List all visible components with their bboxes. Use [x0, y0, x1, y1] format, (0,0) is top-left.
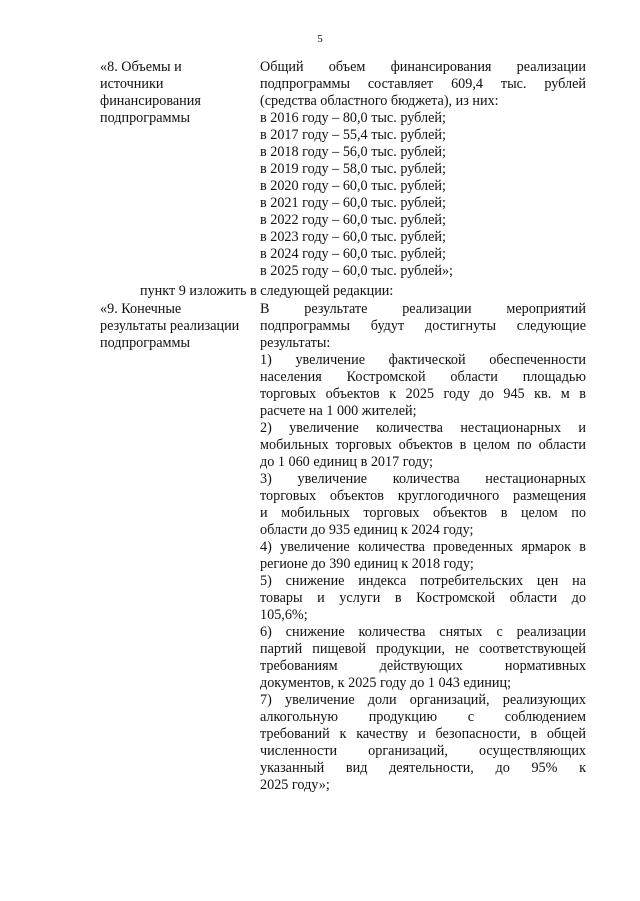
result-item-line: 5) снижение индекса потребительских цен на — [260, 573, 586, 589]
funding-year-line: в 2025 году – 60,0 тыс. рублей»; — [260, 263, 453, 279]
section-9-content — [260, 301, 586, 794]
funding-year-line: в 2022 году – 60,0 тыс. рублей; — [260, 212, 446, 228]
page-number: 5 — [317, 33, 323, 45]
result-item-line: 2) увеличение количества нестационарных и — [260, 420, 586, 436]
result-item-line: торговых объектов круглогодичного размещения — [260, 488, 586, 504]
section-8-text-line: подпрограммы составляет 609,4 тыс. рублей — [260, 76, 586, 92]
section-8-label-line: финансирования — [100, 93, 201, 109]
result-item-line: численности организаций, осуществляющих — [260, 743, 586, 759]
result-item-line: регионе до 390 единиц к 2018 году; — [260, 556, 474, 572]
funding-year-line: в 2024 году – 60,0 тыс. рублей; — [260, 246, 446, 262]
result-item-line: торговых объектов к 2025 году до 945 кв. м в — [260, 386, 586, 402]
result-item-line: и мобильных торговых объектов в целом по — [260, 505, 586, 521]
section-9-text-line: В результате реализации мероприятий — [260, 301, 586, 317]
result-item-line: до 1 060 единиц в 2017 году; — [260, 454, 433, 470]
section-9-label — [100, 301, 260, 794]
result-item-line: 4) увеличение количества проведенных ярмарок в — [260, 539, 586, 555]
section-9-label-line: «9. Конечные — [100, 301, 182, 317]
result-item-line: 3) увеличение количества нестационарных — [260, 471, 586, 487]
section-8-text-line: (средства областного бюджета), из них: — [260, 93, 499, 109]
result-item-line: области до 935 единиц к 2024 году; — [260, 522, 474, 538]
funding-year-line: в 2023 году – 60,0 тыс. рублей; — [260, 229, 446, 245]
funding-year-line: в 2020 году – 60,0 тыс. рублей; — [260, 178, 446, 194]
section-9-text-line: результаты: — [260, 335, 331, 351]
result-item-line: 6) снижение количества снятых с реализации — [260, 624, 586, 640]
result-item-line: партий пищевой продукции, не соответствующей — [260, 641, 586, 657]
funding-year-line: в 2021 году – 60,0 тыс. рублей; — [260, 195, 446, 211]
section-9-label-line: подпрограммы — [100, 335, 190, 351]
result-item-line: алкогольную продукцию с соблюдением — [260, 709, 586, 725]
section-8-label-line: «8. Объемы и — [100, 59, 182, 75]
section-9-label-line: результаты реализации — [100, 318, 240, 334]
result-item-line: требований к качеству и безопасности, в общей — [260, 726, 586, 742]
instruction-line: пункт 9 изложить в следующей редакции: — [140, 283, 394, 299]
section-8-label-line: источники — [100, 76, 164, 92]
section-8-financing — [100, 59, 590, 280]
funding-year-line: в 2016 году – 80,0 тыс. рублей; — [260, 110, 446, 126]
result-item-line: мобильных торговых объектов в целом по области — [260, 437, 586, 453]
funding-year-line: в 2019 году – 58,0 тыс. рублей; — [260, 161, 446, 177]
result-item-line: документов, к 2025 году до 1 043 единиц; — [260, 675, 512, 691]
result-item-line: товары и услуги в Костромской области до — [260, 590, 586, 606]
result-item-line: указанный вид деятельности, до 95% к — [260, 760, 586, 776]
section-8-content — [260, 59, 586, 280]
funding-year-line: в 2018 году – 56,0 тыс. рублей; — [260, 144, 446, 160]
result-item-line: требованиям действующих нормативных — [260, 658, 586, 674]
section-9-text-line: подпрограммы будут достигнуты следующие — [260, 318, 586, 334]
section-8-text-line: Общий объем финансирования реализации — [260, 59, 586, 75]
result-item-line: расчете на 1 000 жителей; — [260, 403, 417, 419]
funding-year-line: в 2017 году – 55,4 тыс. рублей; — [260, 127, 446, 143]
result-item-line: 2025 году»; — [260, 777, 330, 793]
section-8-label — [100, 59, 260, 280]
section-8-label-line: подпрограммы — [100, 110, 190, 126]
result-item-line: 7) увеличение доли организаций, реализующих — [260, 692, 586, 708]
result-item-line: 105,6%; — [260, 607, 308, 623]
result-item-line: 1) увеличение фактической обеспеченности — [260, 352, 586, 368]
section-9-results — [100, 301, 590, 794]
result-item-line: населения Костромской области площадью — [260, 369, 586, 385]
